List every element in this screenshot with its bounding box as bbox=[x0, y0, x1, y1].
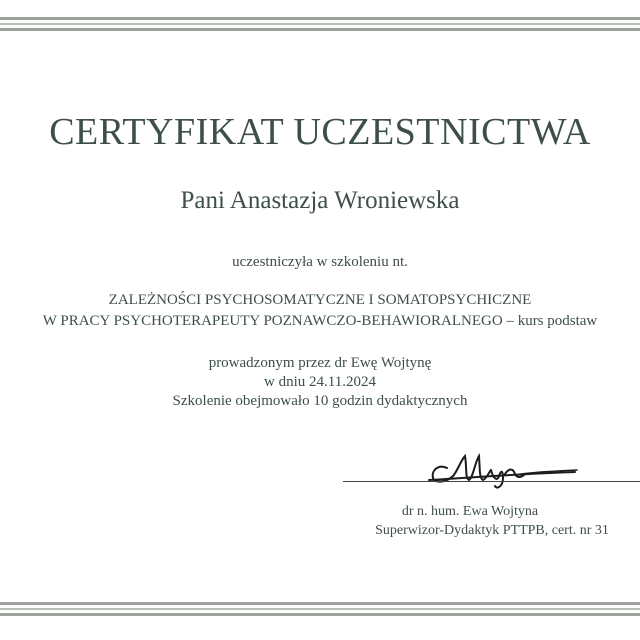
participation-text: uczestniczyła w szkoleniu nt. bbox=[232, 254, 408, 270]
handwritten-signature bbox=[425, 448, 585, 490]
recipient-name: Pani Anastazja Wroniewska bbox=[180, 187, 460, 214]
bottom-border-rule bbox=[0, 613, 640, 616]
certificate-title: CERTYFIKAT UCZESTNICTWA bbox=[49, 111, 591, 153]
signature-line bbox=[343, 481, 640, 482]
course-title-line-2-main: W PRACY PSYCHOTERAPEUTY POZNAWCZO-BEHAWIORALNEGO bbox=[42, 313, 503, 329]
course-title-line-1: ZALEŻNOŚCI PSYCHOSOMATYCZNE I SOMATOPSYCHICZNE bbox=[108, 292, 532, 308]
training-date: w dniu 24.11.2024 bbox=[264, 374, 376, 390]
top-border-rule bbox=[0, 28, 640, 31]
course-title-line-2-suffix: – kurs podstaw bbox=[502, 313, 598, 329]
top-border-rule bbox=[0, 17, 640, 20]
trainer-text: prowadzonym przez dr Ewę Wojtynę bbox=[208, 355, 432, 371]
top-border-rule bbox=[0, 23, 640, 25]
signer-name: dr n. hum. Ewa Wojtyna bbox=[401, 504, 539, 519]
signer-role: Superwizor-Dydaktyk PTTPB, cert. nr 31 bbox=[375, 523, 609, 538]
training-hours: Szkolenie obejmowało 10 godzin dydaktycznych bbox=[172, 393, 468, 409]
bottom-border-rule bbox=[0, 602, 640, 605]
bottom-border-rule bbox=[0, 608, 640, 610]
course-title-line-2 bbox=[0, 313, 640, 330]
